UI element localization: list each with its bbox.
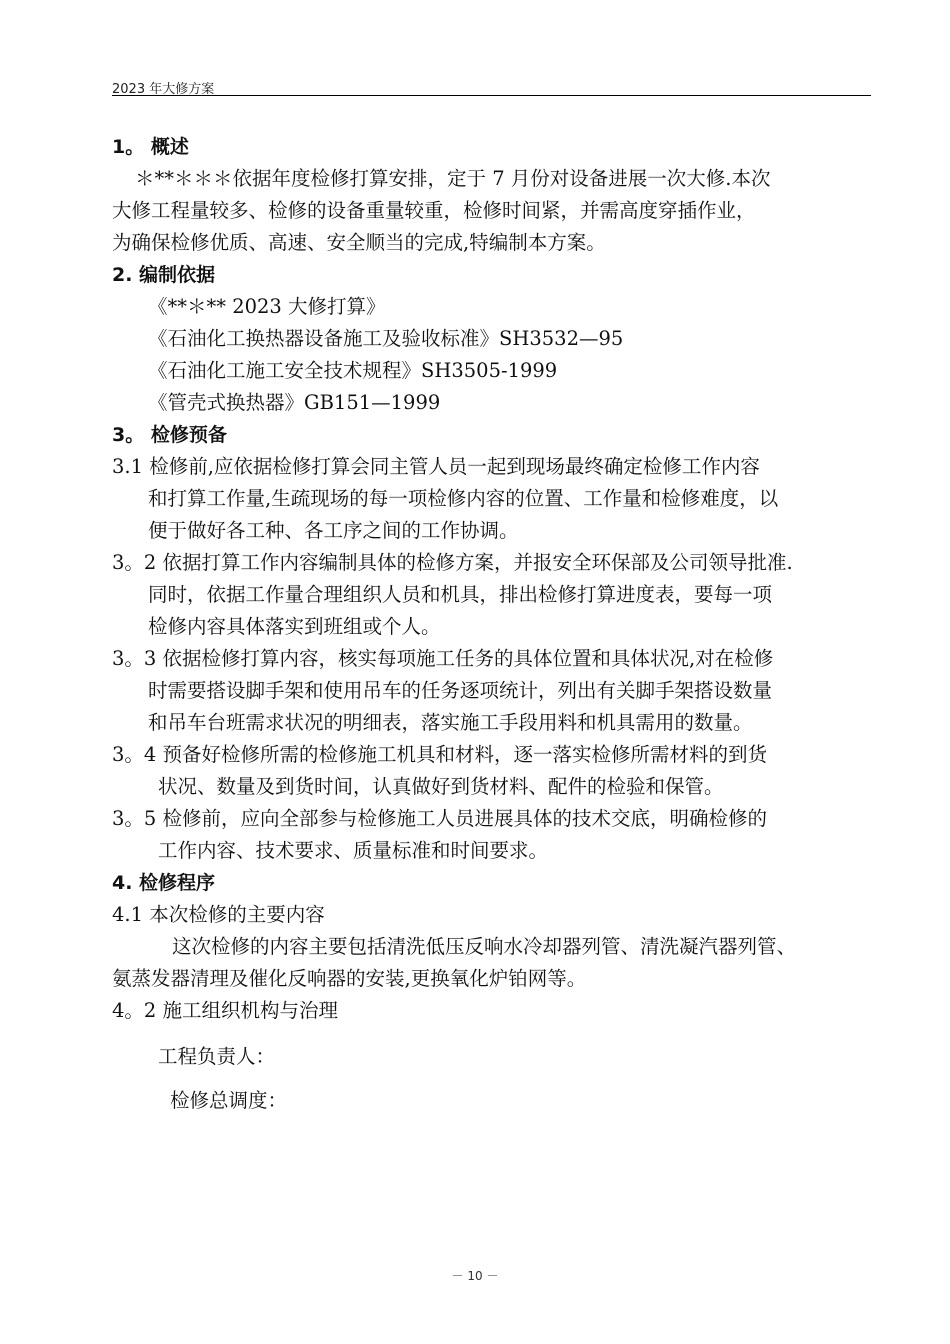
item-3-2-line: 检修内容具体落实到班组或个人。	[148, 615, 441, 638]
reference-item: 《管壳式换热器》GB151—1999	[148, 391, 441, 414]
reference-item: 《石油化工换热器设备施工及验收标准》SH3532—95	[148, 327, 624, 350]
page-header: 2023 年大修方案	[112, 82, 215, 97]
section-2-heading: 2. 编制依据	[112, 264, 216, 286]
item-3-3-line: 和吊车台班需求状况的明细表，落实施工手段用料和机具需用的数量。	[148, 711, 753, 734]
section-3-heading: 3。 检修预备	[112, 424, 227, 446]
item-3-2-line: 3。2 依据打算工作内容编制具体的检修方案，并报安全环保部及公司领导批准.	[112, 551, 793, 574]
page-number: － 10 －	[451, 1269, 499, 1283]
item-3-3-line: 时需要搭设脚手架和使用吊车的任务逐项统计，列出有关脚手架搭设数量	[148, 679, 773, 702]
item-3-4-line: 状况、数量及到货时间，认真做好到货材料、配件的检验和保管。	[158, 775, 724, 798]
section-4-heading: 4. 检修程序	[112, 872, 216, 894]
header-divider	[112, 95, 871, 96]
reference-item: 《石油化工施工安全技术规程》SH3505-1999	[148, 359, 558, 382]
item-3-1-line: 3.1 检修前,应依据检修打算会同主管人员一起到现场最终确定检修工作内容	[112, 455, 760, 478]
section-1-paragraph-line: ＊**＊＊＊依据年度检修打算安排，定于 7 月份对设备进展一次大修.本次	[135, 167, 771, 190]
item-3-2-line: 同时，依据工作量合理组织人员和机具，排出检修打算进度表，要每一项	[148, 583, 773, 606]
section-1-paragraph-line: 为确保检修优质、高速、安全顺当的完成,特编制本方案。	[112, 231, 606, 254]
section-4-paragraph-line: 氨蒸发器清理及催化反响器的安装,更换氧化炉铂网等。	[112, 967, 587, 990]
item-3-1-line: 便于做好各工种、各工序之间的工作协调。	[148, 519, 519, 542]
overhaul-dispatcher-label: 检修总调度：	[170, 1089, 288, 1112]
item-3-3-line: 3。3 依据检修打算内容，核实每项施工任务的具体位置和具体状况,对在检修	[112, 647, 774, 670]
item-3-5-line: 工作内容、技术要求、质量标准和时间要求。	[158, 839, 549, 862]
section-4-paragraph-line: 这次检修的内容主要包括清洗低压反响水冷却器列管、清洗凝汽器列管、	[172, 935, 797, 958]
section-1-heading: 1。 概述	[112, 136, 189, 158]
item-3-5-line: 3。5 检修前，应向全部参与检修施工人员进展具体的技术交底，明确检修的	[112, 807, 768, 830]
project-leader-label: 工程负责人：	[158, 1045, 276, 1068]
subsection-4-2-title: 4。2 施工组织机构与治理	[112, 999, 339, 1022]
subsection-4-1-title: 4.1 本次检修的主要内容	[112, 903, 325, 926]
item-3-4-line: 3。4 预备好检修所需的检修施工机具和材料，逐一落实检修所需材料的到货	[112, 743, 768, 766]
item-3-1-line: 和打算工作量,生疏现场的每一项检修内容的位置、工作量和检修难度，以	[148, 487, 779, 510]
section-1-paragraph-line: 大修工程量较多、检修的设备重量较重，检修时间紧，并需高度穿插作业，	[112, 199, 756, 222]
reference-item: 《**＊** 2023 大修打算》	[148, 295, 386, 318]
